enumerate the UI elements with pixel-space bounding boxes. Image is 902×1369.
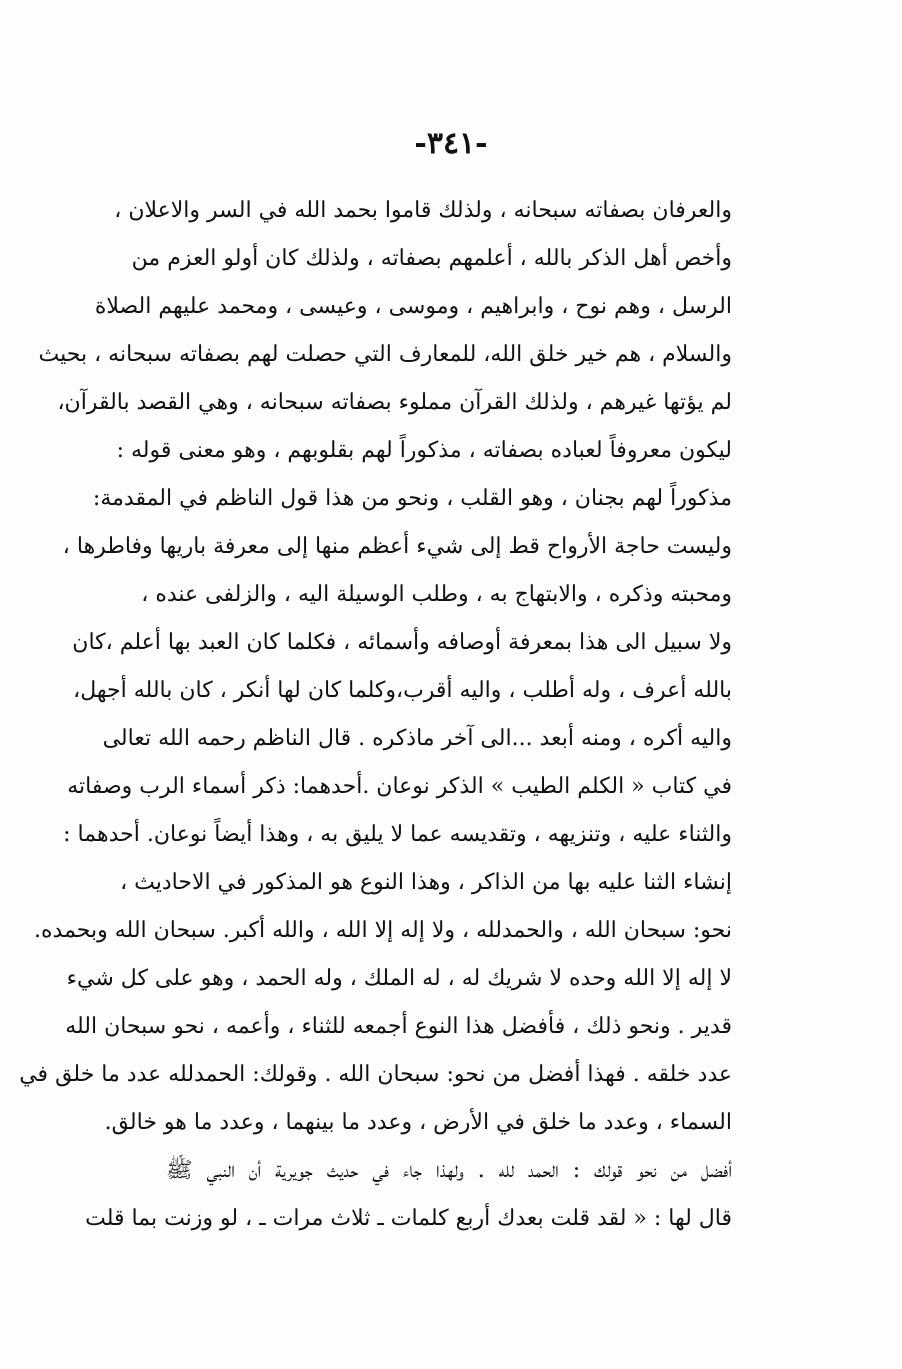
text-line: ولا سبيل الى هذا بمعرفة أوصافه وأسمائه ، فكلما كان العبد بها أعلم ،كان [72, 630, 732, 655]
text-line: الرسل ، وهم نوح ، وابراهيم ، وموسى ، وعيسى ، ومحمد عليهم الصلاة [94, 294, 732, 319]
text-line: لم يؤتها غيرهم ، ولذلك القرآن مملوء بصفاته سبحانه ، وهي القصد بالقرآن، [57, 390, 732, 415]
text-line: والعرفان بصفاته سبحانه ، ولذلك قاموا بحمد الله في السر والاعلان ، [114, 198, 732, 223]
text-line: ليكون معروفاً لعباده بصفاته ، مذكوراً لهم بقلوبهم ، وهو معنى قوله : [116, 438, 732, 463]
text-line: عدد خلقه . فهذا أفضل من نحو: سبحان الله . وقولك: الحمدلله عدد ما خلق في [19, 1062, 732, 1087]
page-number: -٣٤١- [414, 126, 488, 161]
text-line: وأخص أهل الذكر بالله ، أعلمهم بصفاته ، ولذلك كان أولو العزم من [131, 246, 732, 271]
text-line: قال لها : « لقد قلت بعدك أربع كلمات ـ ثلاث مرات ـ ، لو وزنت بما قلت [85, 1206, 732, 1231]
text-line: في كتاب « الكلم الطيب » الذكر نوعان .أحدهما: ذكر أسماء الرب وصفاته [67, 774, 732, 799]
text-line: إنشاء الثنا عليه بها من الذاكر ، وهذا النوع هو المذكور في الاحاديث ، [120, 870, 732, 895]
text-line: والسلام ، هم خير خلق الله، للمعارف التي حصلت لهم بصفاته سبحانه ، بحيث [38, 342, 732, 367]
text-line: بالله أعرف ، وله أطلب ، واليه أقرب،وكلما كان لها أنكر ، كان بالله أجهل، [73, 678, 732, 703]
text-line: قدير . ونحو ذلك ، فأفضل هذا النوع أجمعه للثناء ، وأعمه ، نحو سبحان الله [65, 1014, 732, 1039]
text-line: واليه أكره ، ومنه أبعد ...الى آخر ماذكره . قال الناظم رحمه الله تعالى [102, 726, 732, 751]
text-line: لا إله إلا الله وحده لا شريك له ، له الملك ، وله الحمد ، وهو على كل شيء [66, 966, 732, 991]
text-line: نحو: سبحان الله ، والحمدلله ، ولا إله إلا الله ، والله أكبر. سبحان الله وبحمده. [34, 918, 732, 943]
text-line: وليست حاجة الأرواح قط إلى شيء أعظم منها إلى معرفة باريها وفاطرها ، [62, 534, 732, 559]
text-line: السماء ، وعدد ما خلق في الأرض ، وعدد ما بينهما ، وعدد ما هو خالق. [104, 1110, 732, 1135]
body-text [19, 187, 732, 1243]
text-line: أفضل من نحو قولك : الحمد لله . ولهذا جاء في حديث جويرية أن النبي ﷺ [166, 1158, 732, 1183]
text-line: مذكوراً لهم بجنان ، وهو القلب ، ونحو من هذا قول الناظم في المقدمة: [92, 486, 732, 511]
text-line: والثناء عليه ، وتنزيهه ، وتقديسه عما لا يليق به ، وهذا أيضاً نوعان. أحدهما : [63, 822, 732, 847]
text-line: ومحبته وذكره ، والابتهاج به ، وطلب الوسيلة اليه ، والزلفى عنده ، [141, 582, 732, 607]
